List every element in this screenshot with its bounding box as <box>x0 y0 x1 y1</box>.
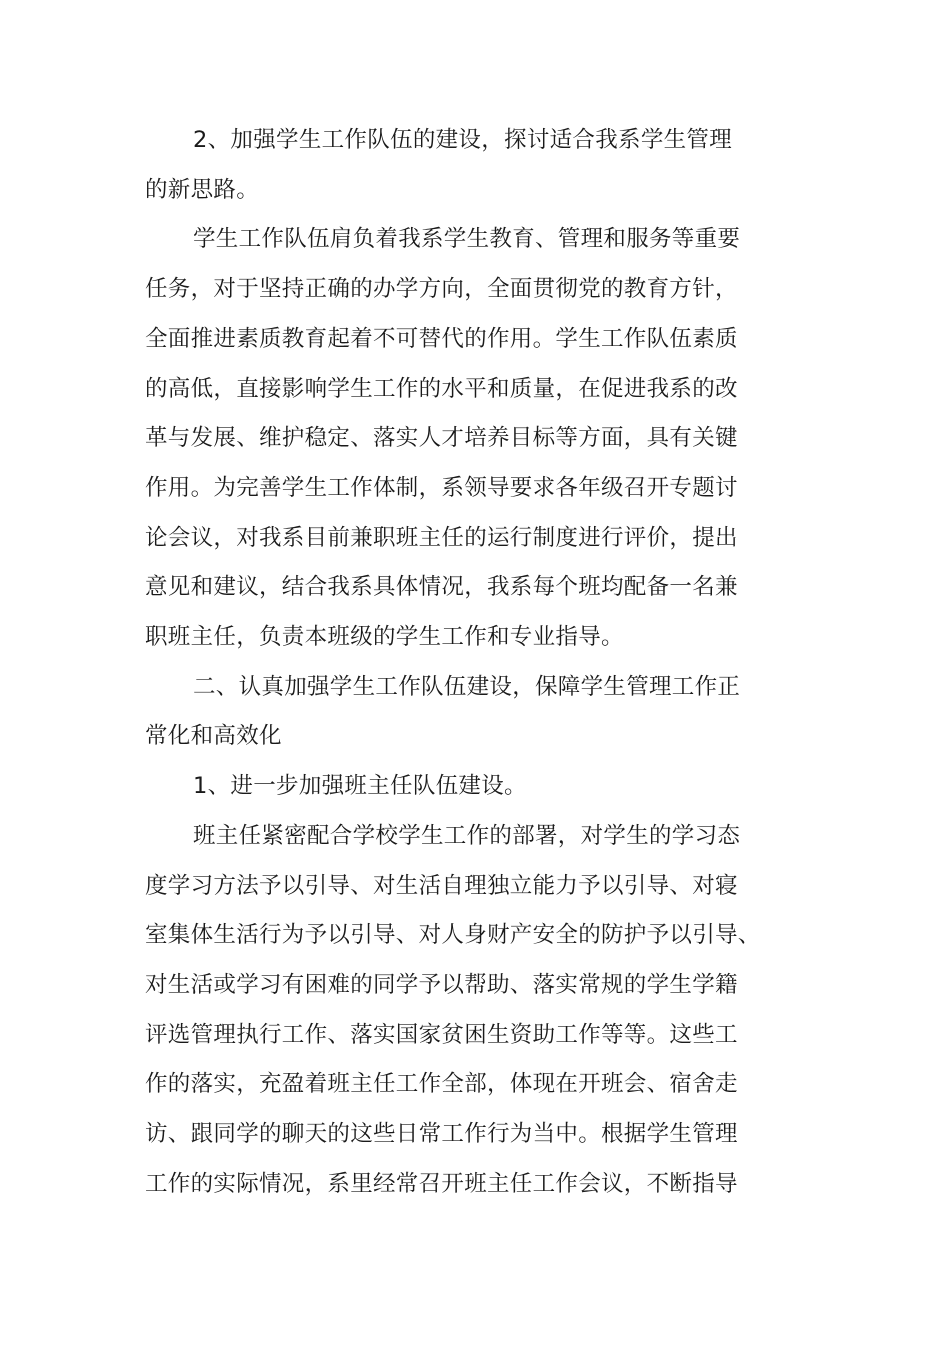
text-line: 意见和建议，结合我系具体情况，我系每个班均配备一名兼 <box>145 574 738 601</box>
text-line: 学生工作队伍肩负着我系学生教育、管理和服务等重要 <box>193 226 741 253</box>
text-line: 全面推进素质教育起着不可替代的作用。学生工作队伍素质 <box>145 325 738 352</box>
text-line: 常化和高效化 <box>145 723 282 750</box>
text-line: 工作的实际情况，系里经常召开班主任工作会议，不断指导 <box>145 1170 738 1197</box>
text-line: 的高低，直接影响学生工作的水平和质量，在促进我系的改 <box>145 375 738 402</box>
document-body <box>145 116 761 1209</box>
text-line: 作用。为完善学生工作体制，系领导要求各年级召开专题讨 <box>145 474 738 501</box>
text-line: 评选管理执行工作、落实国家贫困生资助工作等等。这些工 <box>145 1021 738 1048</box>
text-line: 对生活或学习有困难的同学予以帮助、落实常规的学生学籍 <box>145 971 738 998</box>
text-line: 职班主任，负责本班级的学生工作和专业指导。 <box>145 624 624 651</box>
section-heading-2: 二、认真加强学生工作队伍建设，保障学生管理工作正 <box>193 673 741 700</box>
heading-2-strengthen-team: 2、加强学生工作队伍的建设，探讨适合我系学生管理 <box>193 127 733 153</box>
subheading-1: 1、进一步加强班主任队伍建设。 <box>193 773 527 800</box>
text-line: 的新思路。 <box>145 176 260 203</box>
text-line: 作的落实，充盈着班主任工作全部，体现在开班会、宿舍走 <box>145 1071 738 1098</box>
text-line: 室集体生活行为予以引导、对人身财产安全的防护予以引导、 <box>145 922 761 949</box>
text-line: 任务，对于坚持正确的办学方向，全面贯彻党的教育方针， <box>145 276 738 303</box>
text-line: 革与发展、维护稳定、落实人才培养目标等方面，具有关键 <box>145 425 738 452</box>
text-line: 班主任紧密配合学校学生工作的部署，对学生的学习态 <box>193 822 741 849</box>
text-line: 度学习方法予以引导、对生活自理独立能力予以引导、对寝 <box>145 872 738 899</box>
text-line: 访、跟同学的聊天的这些日常工作行为当中。根据学生管理 <box>145 1121 738 1148</box>
text-line: 论会议，对我系目前兼职班主任的运行制度进行评价，提出 <box>145 524 738 551</box>
